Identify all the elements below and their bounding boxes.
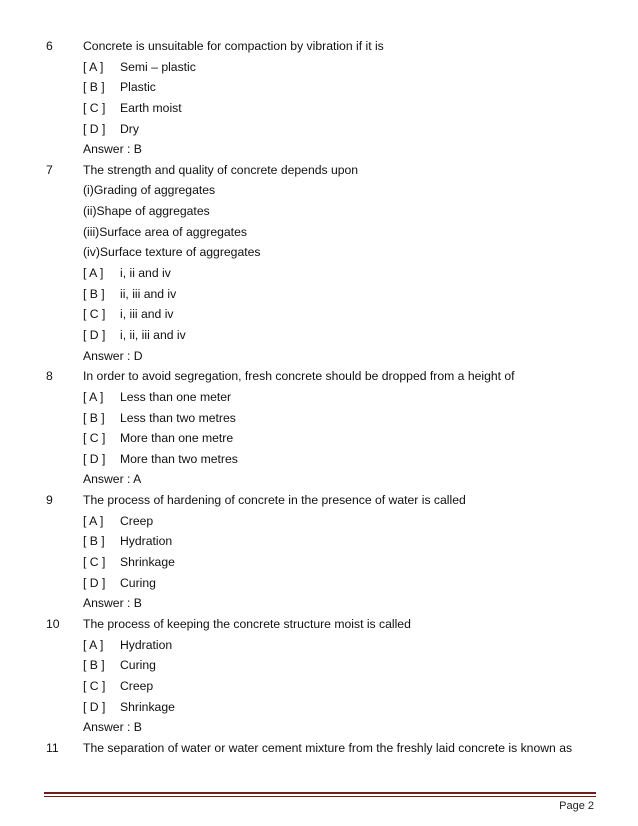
footer-divider: [44, 792, 596, 794]
option-key: [ A ]: [83, 389, 104, 404]
option-key: [ B ]: [83, 80, 105, 95]
question-block: [0, 160, 638, 366]
answer-row: [0, 717, 638, 738]
subitem-text: (iii)Surface area of aggregates: [83, 224, 247, 239]
option-row: [0, 284, 638, 305]
option-key: [ D ]: [83, 121, 106, 136]
question-number: 8: [46, 369, 53, 384]
option-row: [0, 655, 638, 676]
option-text: More than two metres: [120, 451, 238, 466]
question-subitem: [0, 242, 638, 263]
option-text: Less than two metres: [120, 410, 236, 425]
option-row: [0, 697, 638, 718]
answer-row: [0, 593, 638, 614]
option-text: Creep: [120, 513, 154, 528]
option-row: [0, 676, 638, 697]
option-text: Hydration: [120, 637, 173, 652]
question-subitem: [0, 180, 638, 201]
question-block: [0, 36, 638, 160]
option-row: [0, 635, 638, 656]
option-row: [0, 119, 638, 140]
answer-text: Answer : B: [83, 142, 142, 157]
question-row: [0, 366, 638, 387]
option-row: [0, 531, 638, 552]
option-key: [ B ]: [83, 286, 105, 301]
option-key: [ A ]: [83, 59, 104, 74]
option-key: [ C ]: [83, 555, 106, 570]
option-text: More than one metre: [120, 431, 234, 446]
question-subitem: [0, 201, 638, 222]
answer-text: Answer : D: [83, 348, 143, 363]
question-text: The process of keeping the concrete structure moist is called: [83, 616, 411, 631]
question-text: The separation of water or water cement mixture from the freshly laid concrete is known as: [83, 740, 573, 755]
option-key: [ D ]: [83, 327, 106, 342]
option-row: [0, 573, 638, 594]
option-row: [0, 263, 638, 284]
option-text: Earth moist: [120, 100, 182, 115]
option-key: [ C ]: [83, 307, 106, 322]
option-key: [ D ]: [83, 575, 106, 590]
option-text: Curing: [120, 658, 156, 673]
question-block: [0, 490, 638, 614]
option-key: [ A ]: [83, 637, 104, 652]
question-number: 9: [46, 493, 53, 508]
option-text: i, iii and iv: [120, 307, 174, 322]
question-text: In order to avoid segregation, fresh concrete should be dropped from a height of: [83, 369, 515, 384]
option-key: [ B ]: [83, 658, 105, 673]
question-text: The process of hardening of concrete in the presence of water is called: [83, 493, 466, 508]
option-text: i, ii and iv: [120, 266, 171, 281]
answer-row: [0, 139, 638, 160]
question-list: [0, 36, 638, 758]
question-block: [0, 614, 638, 738]
option-key: [ A ]: [83, 266, 104, 281]
question-row: [0, 160, 638, 181]
subitem-text: (iv)Surface texture of aggregates: [83, 245, 261, 260]
question-number: 10: [46, 616, 60, 631]
option-row: [0, 304, 638, 325]
option-key: [ C ]: [83, 678, 106, 693]
option-row: [0, 511, 638, 532]
option-key: [ C ]: [83, 431, 106, 446]
option-text: ii, iii and iv: [120, 286, 177, 301]
option-text: Hydration: [120, 534, 173, 549]
page-number: Page 2: [559, 800, 594, 812]
option-key: [ C ]: [83, 100, 106, 115]
option-key: [ A ]: [83, 513, 104, 528]
question-number: 6: [46, 39, 53, 53]
question-block: [0, 366, 638, 490]
question-row: [0, 490, 638, 511]
option-text: Curing: [120, 575, 156, 590]
option-text: Dry: [120, 121, 139, 136]
option-row: [0, 325, 638, 346]
option-key: [ B ]: [83, 534, 105, 549]
question-number: 11: [46, 740, 59, 755]
subitem-text: (i)Grading of aggregates: [83, 183, 216, 198]
question-number: 7: [46, 162, 53, 177]
question-subitem: [0, 222, 638, 243]
option-row: [0, 428, 638, 449]
option-text: i, ii, iii and iv: [120, 327, 186, 342]
question-row: [0, 738, 638, 759]
option-row: [0, 552, 638, 573]
subitem-text: (ii)Shape of aggregates: [83, 204, 210, 219]
option-text: Less than one meter: [120, 389, 232, 404]
answer-row: [0, 346, 638, 367]
option-row: [0, 449, 638, 470]
option-text: Semi – plastic: [120, 59, 196, 74]
answer-text: Answer : A: [83, 472, 142, 487]
question-row: [0, 614, 638, 635]
answer-text: Answer : B: [83, 596, 142, 611]
answer-text: Answer : B: [83, 720, 142, 735]
option-row: [0, 98, 638, 119]
answer-row: [0, 469, 638, 490]
option-text: Shrinkage: [120, 699, 175, 714]
option-row: [0, 387, 638, 408]
option-row: [0, 408, 638, 429]
option-row: [0, 77, 638, 98]
question-text: Concrete is unsuitable for compaction by vibration if it is: [83, 39, 384, 53]
option-text: Shrinkage: [120, 555, 175, 570]
option-key: [ D ]: [83, 699, 106, 714]
footer-divider-thin: [44, 796, 596, 797]
option-key: [ D ]: [83, 451, 106, 466]
question-row: [0, 36, 638, 57]
question-text: The strength and quality of concrete depends upon: [83, 162, 359, 177]
option-text: Plastic: [120, 80, 156, 95]
option-text: Creep: [120, 678, 154, 693]
question-block: [0, 738, 638, 759]
option-row: [0, 57, 638, 78]
option-key: [ B ]: [83, 410, 105, 425]
